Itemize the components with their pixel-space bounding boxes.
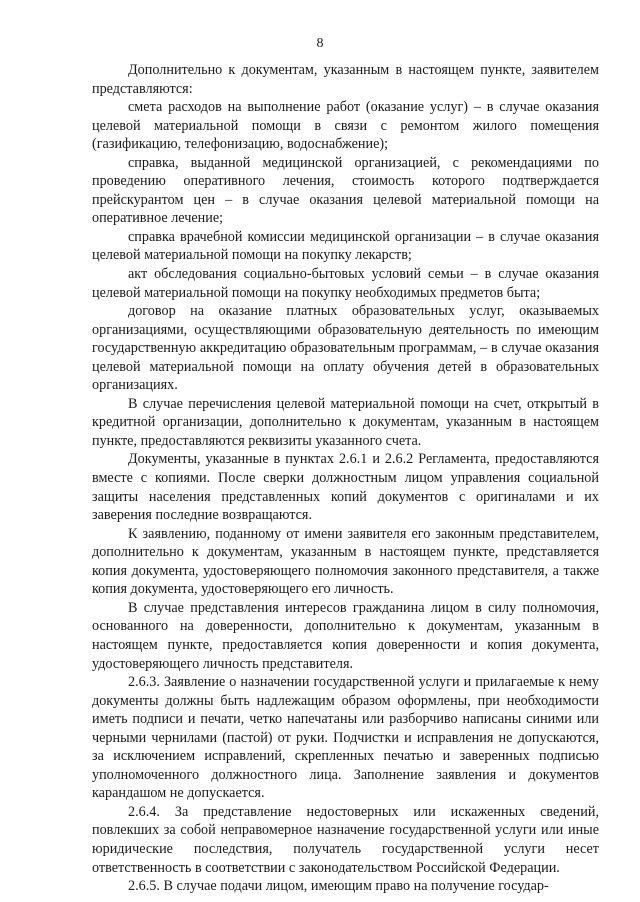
paragraph-2-6-5: 2.6.5. В случае подачи лицом, имеющим право на получение государ- [128, 878, 549, 895]
paragraph-additional-documents-intro: Дополнительно к документам, указанным в настоящем пункте, заявителем представляются: [92, 62, 599, 97]
paragraph-bank-account: В случае перечисления целевой материальной помощи на счет, открытый в кредитной организации, дополнительно к документам, указанным в настоящем пункте, предоставляются реквизиты указанного счета. [92, 395, 599, 449]
page-number: 8 [316, 36, 324, 51]
paragraph-document-copies: Документы, указанные в пунктах 2.6.1 и 2.6.2 Регламента, предоставляются вместе с копиями. После сверки должностным лицом управления социальной защиты населения представленных копий документов с оригиналами и их заверения последние возвращаются. [92, 451, 599, 524]
paragraph-medical-certificate: справка, выданной медицинской организацией, с рекомендациями по проведению оперативного лечения, стоимость которого подтверждается прейскурантом цен – в случае оказания целевой материальной помощи на оперативное лечение; [92, 154, 599, 227]
paragraph-living-conditions-act: акт обследования социально-бытовых условий семьи – в случае оказания целевой материальной помощи на покупку необходимых предметов быта; [92, 266, 599, 301]
paragraph-power-of-attorney: В случае представления интересов гражданина лицом в силу полномочия, основанного на доверенности, дополнительно к документам, указанным в настоящем пункте, предоставляется копия доверенности и копия документа, удостоверяющего личность представителя. [92, 599, 599, 672]
paragraph-legal-representative: К заявлению, поданному от имени заявителя его законным представителем, дополнительно к документам, указанным в настоящем пункте, представляется копия документа, удостоверяющего полномочия законного представителя, а также копия документа, удостоверяющего его личность. [92, 525, 599, 598]
paragraph-education-contract: договор на оказание платных образовательных услуг, оказываемых организациями, осуществляющими образовательную деятельность по имеющим государственную аккредитацию образовательным программам, – в случае оказания целевой материальной помощи на оплату обучения детей в образовательных организациях. [92, 303, 599, 394]
document-body [92, 61, 599, 896]
paragraph-2-6-4: 2.6.4. За представление недостоверных или искаженных сведений, повлекших за собой неправомерное назначение государственной услуги или иные юридические последствия, получатель государственной услуги несет ответственность в соответствии с законодательством Российской Федерации. [92, 803, 599, 876]
paragraph-2-6-3: 2.6.3. Заявление о назначении государственной услуги и прилагаемые к нему документы должны быть надлежащим образом оформлены, при необходимости иметь подписи и печати, четко напечатаны или разборчиво написаны синими или черными чернилами (пастой) от руки. Подчистки и исправления не допускаются, за исключением исправлений, скрепленных печатью и заверенных подписью уполномоченного должностного лица. Заполнение заявления и документов карандашом не допускается. [92, 674, 599, 802]
paragraph-medical-commission: справка врачебной комиссии медицинской организации – в случае оказания целевой материальной помощи на покупку лекарств; [92, 228, 599, 264]
paragraph-repair-estimate: смета расходов на выполнение работ (оказание услуг) – в случае оказания целевой материальной помощи в связи с ремонтом жилого помещения (газификацию, телефонизацию, водоснабжение); [92, 99, 599, 153]
